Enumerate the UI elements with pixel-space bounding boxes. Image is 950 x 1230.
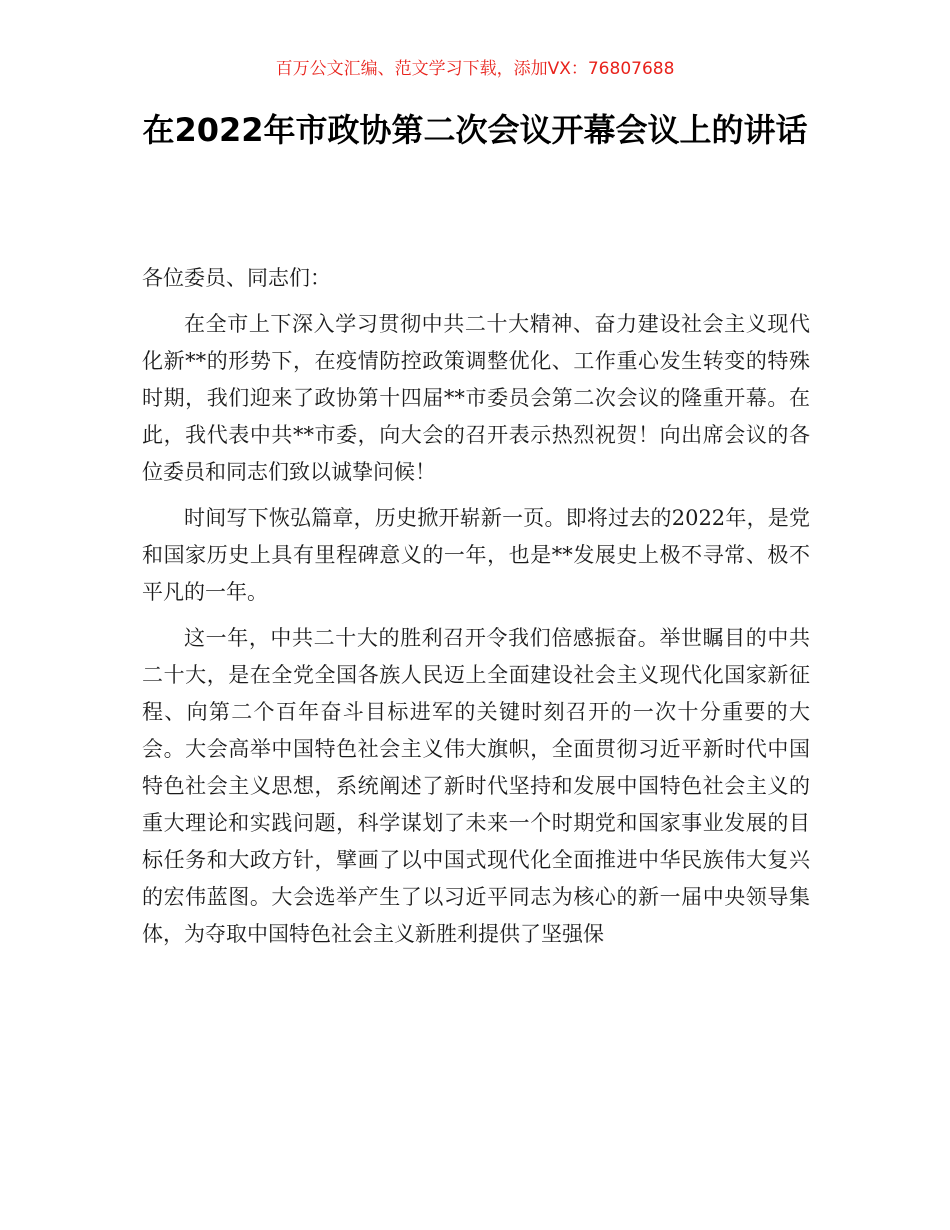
paragraph: 这一年，中共二十大的胜利召开令我们倍感振奋。举世瞩目的中共二十大，是在全党全国各族人民迈上全面建设社会主义现代化国家新征程、向第二个百年奋斗目标进军的关键时刻召开的一次十分重要的大会。大会高举中国特色社会主义伟大旗帜，全面贯彻习近平新时代中国特色社会主义思想，系统阐述了新时代坚持和发展中国特色社会主义的重大理论和实践问题，科学谋划了未来一个时期党和国家事业发展的目标任务和大政方针，擘画了以中国式现代化全面推进中华民族伟大复兴的宏伟蓝图。大会选举产生了以习近平同志为核心的新一届中央领导集体，为夺取中国特色社会主义新胜利提供了坚强保 <box>142 626 810 946</box>
salutation: 各位委员、同志们： <box>142 266 331 290</box>
paragraph: 在全市上下深入学习贯彻中共二十大精神、奋力建设社会主义现代化新**的形势下，在疫情防控政策调整优化、工作重心发生转变的特殊时期，我们迎来了政协第十四届**市委员会第二次会议的隆重开幕。在此，我代表中共**市委，向大会的召开表示热烈祝贺！向出席会议的各位委员和同志们致以诚挚问候！ <box>142 312 810 484</box>
watermark-banner: 百万公文汇编、范文学习下载，添加VX：76807688 <box>275 59 675 79</box>
paragraph: 时间写下恢弘篇章，历史掀开崭新一页。即将过去的2022年，是党和国家历史上具有里程碑意义的一年，也是**发展史上极不寻常、极不平凡的一年。 <box>142 506 810 604</box>
document-body <box>142 260 810 962</box>
document-title: 在2022年市政协第二次会议开幕会议上的讲话 <box>142 111 808 149</box>
